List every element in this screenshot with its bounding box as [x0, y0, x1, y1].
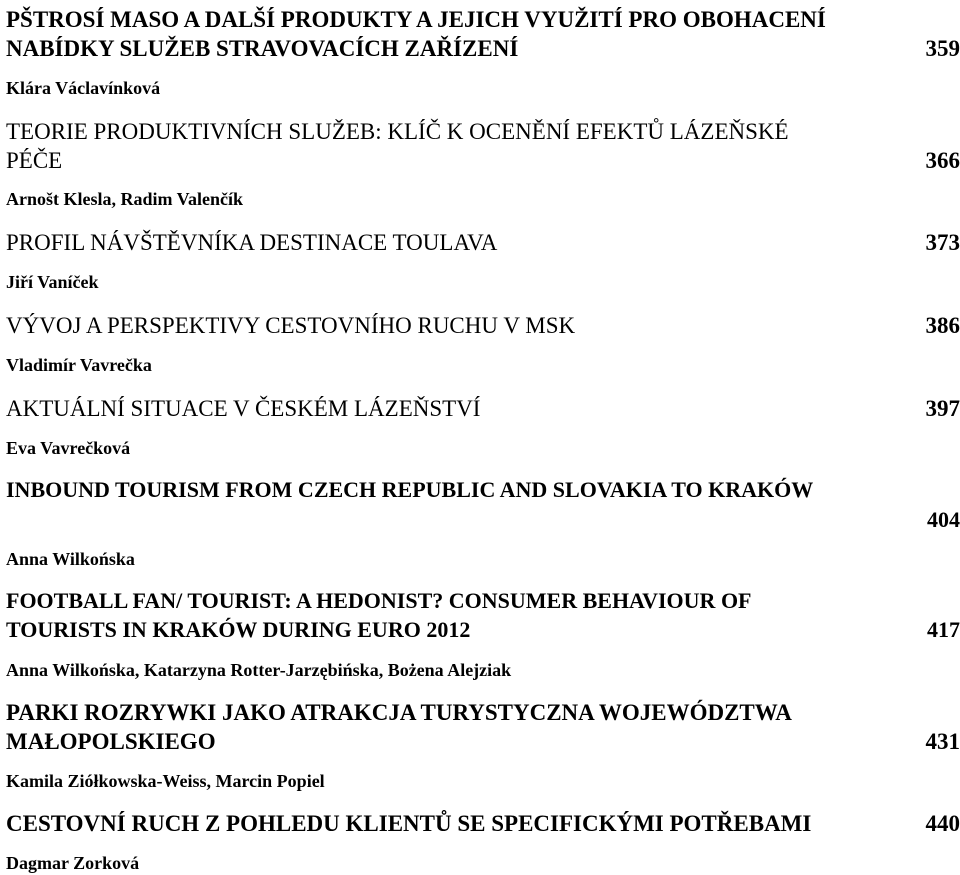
page-number: 404: [927, 507, 960, 532]
page-number: 373: [925, 230, 960, 255]
entry-title: [6, 120, 960, 143]
entry-author: Kamila Ziółkowska-Weiss, Marcin Popiel: [6, 771, 325, 791]
entry-author: Vladimír Vavrečka: [6, 355, 152, 375]
entry-title: [6, 701, 960, 724]
entry-title: [6, 314, 960, 337]
entry-title-line: FOOTBALL FAN/ TOURIST: A HEDONIST? CONSUMER BEHAVIOUR OF: [6, 588, 752, 613]
page-number: 431: [925, 729, 960, 754]
entry-title: [6, 812, 960, 835]
entry-title: [6, 149, 960, 172]
entry-author: Jiří Vaníček: [6, 272, 99, 292]
entry-title: [6, 590, 960, 612]
entry-title-line: PÉČE: [6, 148, 63, 173]
entry-title-line: TEORIE PRODUKTIVNÍCH SLUŽEB: KLÍČ K OCENĚNÍ EFEKTŮ LÁZEŇSKÉ: [6, 119, 789, 144]
entry-title-line: PARKI ROZRYWKI JAKO ATRAKCJA TURYSTYCZNA WOJEWÓDZTWA: [6, 700, 792, 725]
entry-author: Anna Wilkońska, Katarzyna Rotter-Jarzębińska, Bożena Alejziak: [6, 660, 512, 680]
page-number: 386: [925, 313, 960, 338]
entry-title: [6, 619, 960, 641]
entry-title: [6, 8, 960, 31]
entry-title-line: INBOUND TOURISM FROM CZECH REPUBLIC AND SLOVAKIA TO KRAKÓW: [6, 477, 814, 502]
entry-title: [6, 37, 960, 60]
entry-title: [6, 231, 960, 254]
entry-title-line: VÝVOJ A PERSPEKTIVY CESTOVNÍHO RUCHU V MSK: [6, 313, 576, 338]
entry-title: [6, 397, 960, 420]
entry-title-line: PROFIL NÁVŠTĚVNÍKA DESTINACE TOULAVA: [6, 230, 498, 255]
page-number: 417: [927, 617, 960, 642]
entry-title: [6, 479, 960, 501]
entry-title: [6, 730, 960, 753]
entry-author: Eva Vavrečková: [6, 438, 131, 458]
page-number: 366: [925, 148, 960, 173]
entry-author: Anna Wilkońska: [6, 549, 135, 569]
page-number: 440: [925, 811, 960, 836]
entry-author: Dagmar Zorková: [6, 853, 140, 873]
entry-author: Klára Václavínková: [6, 78, 161, 98]
entry-title-line: TOURISTS IN KRAKÓW DURING EURO 2012: [6, 617, 471, 642]
entry-title-line: NABÍDKY SLUŽEB STRAVOVACÍCH ZAŘÍZENÍ: [6, 36, 519, 61]
page-number: 397: [925, 396, 960, 421]
entry-title-line: AKTUÁLNÍ SITUACE V ČESKÉM LÁZEŇSTVÍ: [6, 396, 481, 421]
entry-title-line: PŠTROSÍ MASO A DALŠÍ PRODUKTY A JEJICH VYUŽITÍ PRO OBOHACENÍ: [6, 7, 826, 32]
entry-author: Arnošt Klesla, Radim Valenčík: [6, 189, 244, 209]
entry-title-line: CESTOVNÍ RUCH Z POHLEDU KLIENTŮ SE SPECIFICKÝMI POTŘEBAMI: [6, 811, 812, 836]
entry-title-line: MAŁOPOLSKIEGO: [6, 729, 216, 754]
table-of-contents: [6, 0, 960, 875]
page-number: 359: [925, 36, 960, 61]
